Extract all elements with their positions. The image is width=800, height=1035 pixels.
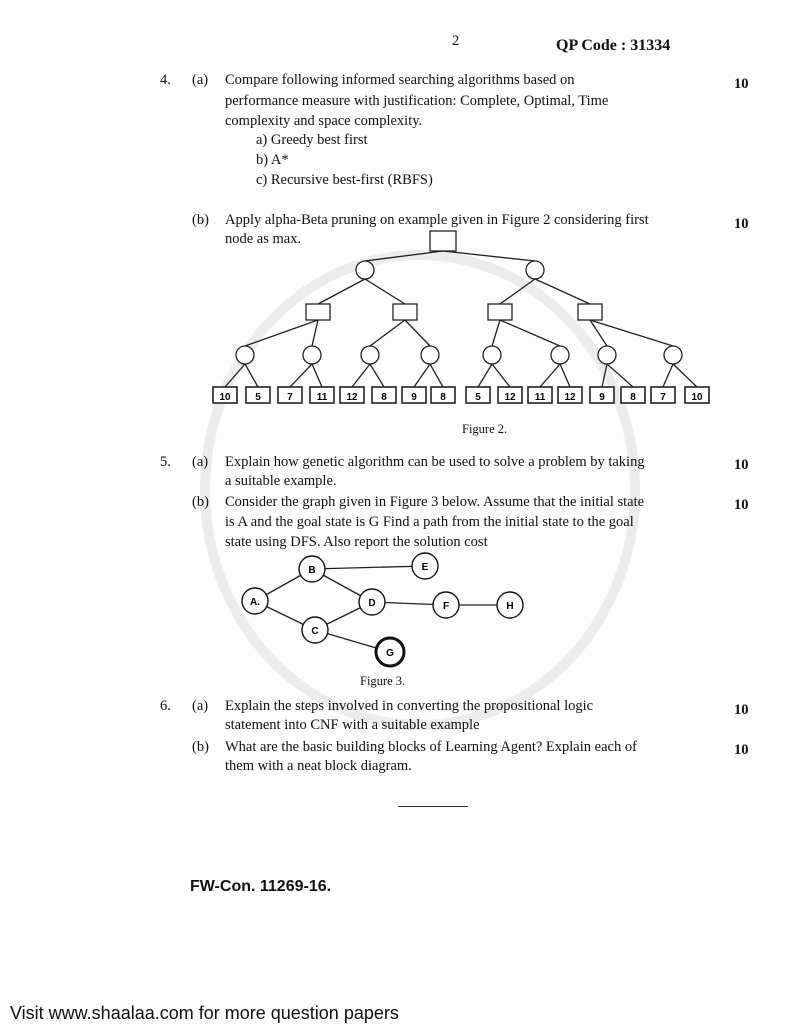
min-node — [598, 346, 616, 364]
graph-node-label: F — [442, 601, 450, 612]
question-text: them with a neat block diagram. — [225, 758, 412, 774]
graph-edge — [312, 566, 425, 569]
leaf-value: 10 — [691, 392, 703, 403]
min-node — [483, 346, 501, 364]
marks: 10 — [734, 457, 749, 473]
leaf-value: 9 — [599, 392, 605, 403]
graph-node-label: C — [311, 626, 319, 637]
leaf-value: 5 — [475, 392, 481, 403]
min-node — [421, 346, 439, 364]
tree-edge — [607, 364, 633, 387]
min-node — [236, 346, 254, 364]
part-label: (b) — [192, 212, 209, 228]
leaf-value: 11 — [534, 392, 546, 403]
question-number: 5. — [160, 454, 171, 470]
graph-node-label: G — [386, 648, 394, 659]
page-number: 2 — [452, 33, 460, 49]
sub-item: b) A* — [256, 152, 289, 168]
tree-edge — [478, 364, 492, 387]
question-text: state using DFS. Also report the solution cost — [225, 534, 488, 550]
tree-edge — [352, 364, 370, 387]
tree-edge — [245, 364, 258, 387]
leaf-value: 7 — [660, 392, 666, 403]
marks: 10 — [734, 76, 749, 92]
question-text: performance measure with justification: Complete, Optimal, Time — [225, 93, 609, 109]
tree-edge — [500, 320, 560, 346]
question-text: What are the basic building blocks of Learning Agent? Explain each of — [225, 739, 637, 755]
tree-edge — [540, 364, 560, 387]
qp-code: QP Code : 31334 — [556, 37, 671, 54]
min-node — [526, 261, 544, 279]
tree-edge — [560, 364, 570, 387]
marks: 10 — [734, 216, 749, 232]
leaf-value: 8 — [440, 392, 446, 403]
tree-edge — [673, 364, 697, 387]
graph-node-label: D — [368, 598, 376, 609]
tree-edge — [590, 320, 673, 346]
figure-3-caption: Figure 3. — [360, 674, 406, 688]
max-node — [488, 304, 512, 320]
tree-edge — [225, 364, 245, 387]
max-node — [393, 304, 417, 320]
tree-edge — [245, 320, 318, 346]
sub-item: c) Recursive best-first (RBFS) — [256, 172, 433, 188]
tree-edge — [405, 320, 430, 346]
leaf-value: 7 — [287, 392, 293, 403]
part-label: (a) — [192, 698, 209, 714]
graph-node-label: B — [308, 565, 316, 576]
min-node — [303, 346, 321, 364]
leaf-value: 11 — [316, 392, 328, 403]
question-number: 4. — [160, 72, 171, 88]
max-node — [306, 304, 330, 320]
leaf-value: 8 — [630, 392, 636, 403]
min-node — [356, 261, 374, 279]
question-text: complexity and space complexity. — [225, 113, 423, 129]
leaf-value: 10 — [219, 392, 231, 403]
question-text: Explain how genetic algorithm can be used to solve a problem by taking — [225, 454, 645, 470]
question-number: 6. — [160, 698, 171, 714]
question-text: Apply alpha-Beta pruning on example given in Figure 2 considering first — [225, 212, 649, 228]
part-label: (a) — [192, 454, 209, 470]
part-label: (a) — [192, 72, 209, 88]
marks: 10 — [734, 742, 749, 758]
leaf-value: 8 — [381, 392, 387, 403]
tree-edge — [312, 364, 322, 387]
min-node — [551, 346, 569, 364]
question-text: is A and the goal state is G Find a path from the initial state to the goal — [225, 514, 634, 530]
part-label: (b) — [192, 494, 209, 510]
tree-edge — [430, 364, 443, 387]
leaf-value: 12 — [504, 392, 516, 403]
tree-edge — [492, 320, 500, 346]
tree-edge — [443, 251, 535, 261]
tree-edge — [318, 279, 365, 304]
tree-edge — [492, 364, 510, 387]
marks: 10 — [734, 497, 749, 513]
tree-edge — [414, 364, 430, 387]
question-text: Explain the steps involved in converting the propositional logic — [225, 698, 594, 714]
question-text: Consider the graph given in Figure 3 below. Assume that the initial state — [225, 494, 645, 510]
leaf-value: 9 — [411, 392, 417, 403]
tree-edge — [290, 364, 312, 387]
question-text: a suitable example. — [225, 473, 337, 489]
sub-item: a) Greedy best first — [256, 132, 368, 148]
question-text: statement into CNF with a suitable example — [225, 717, 480, 733]
leaf-value: 5 — [255, 392, 261, 403]
tree-edge — [370, 320, 405, 346]
footer-link-text[interactable]: Visit www.shaalaa.com for more question papers — [10, 1003, 399, 1023]
max-node — [578, 304, 602, 320]
tree-edge — [365, 279, 405, 304]
min-node — [664, 346, 682, 364]
question-text: Compare following informed searching algorithms based on — [225, 72, 575, 88]
graph-node-label: A. — [250, 597, 260, 608]
tree-edge — [535, 279, 590, 304]
tree-edge — [312, 320, 318, 346]
part-label: (b) — [192, 739, 209, 755]
leaf-value: 12 — [564, 392, 576, 403]
tree-edge — [370, 364, 384, 387]
leaf-value: 12 — [346, 392, 358, 403]
tree-edge — [602, 364, 607, 387]
fw-con-code: FW-Con. 11269-16. — [190, 878, 332, 895]
min-node — [361, 346, 379, 364]
max-node — [430, 231, 456, 251]
end-divider — [398, 806, 468, 807]
question-text: node as max. — [225, 231, 302, 247]
marks: 10 — [734, 702, 749, 718]
tree-edge — [365, 251, 443, 261]
graph-node-label: E — [421, 562, 429, 573]
tree-edge — [663, 364, 673, 387]
figure-2-caption: Figure 2. — [462, 422, 508, 436]
graph-node-label: H — [506, 601, 514, 612]
tree-edge — [500, 279, 535, 304]
